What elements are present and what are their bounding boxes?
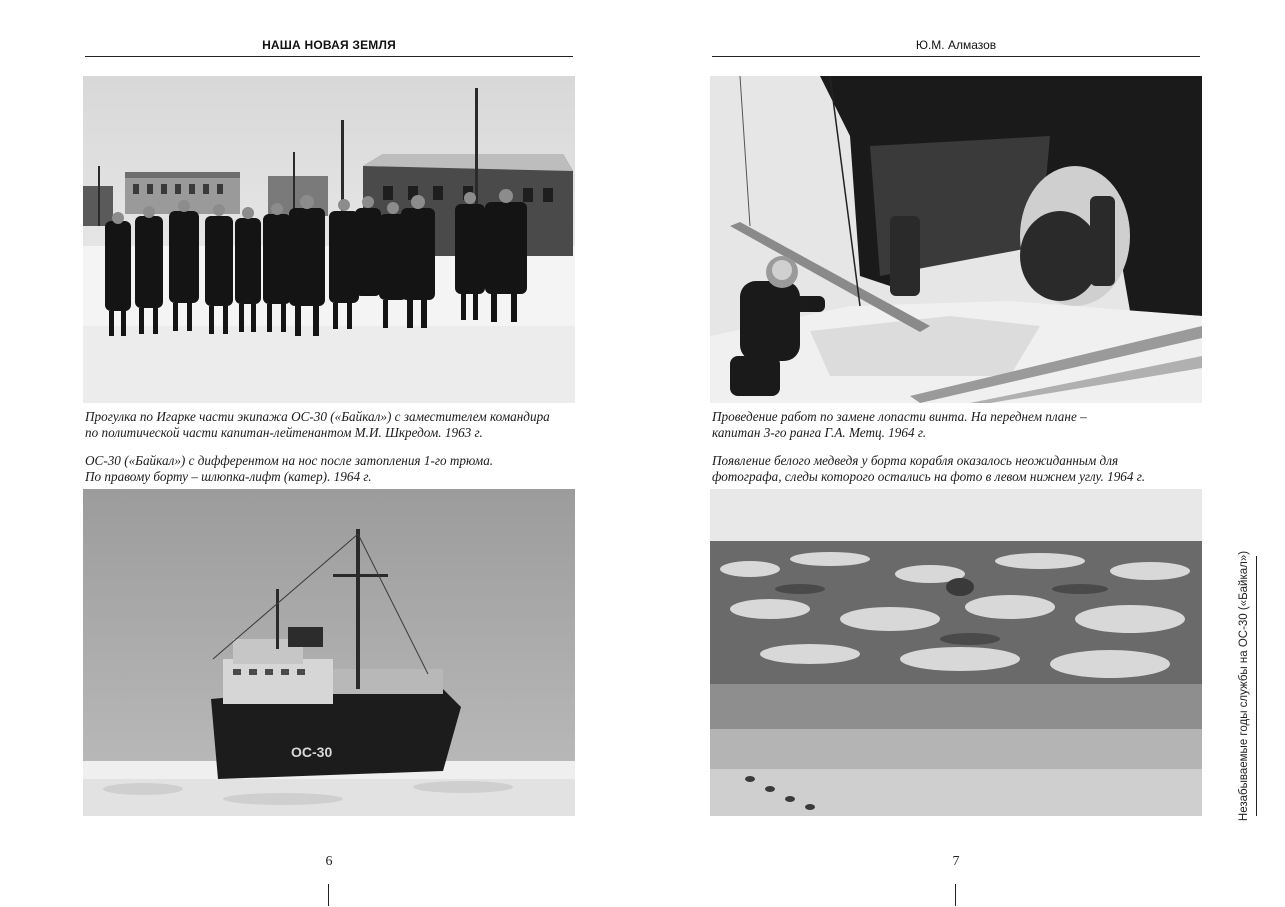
- photo-ice-field-bear: [710, 489, 1202, 816]
- caption-polar-bear: [712, 453, 1145, 485]
- caption-crew-igarka: [85, 409, 550, 441]
- caption-propeller-repair: [712, 409, 1087, 441]
- caption-line: фотографа, следы которого остались на фото в левом нижнем углу. 1964 г.: [712, 469, 1146, 484]
- caption-line: ОС-30 («Байкал») с дифферентом на нос после затопления 1-го трюма.: [85, 453, 494, 468]
- caption-line: Прогулка по Игарке части экипажа ОС-30 («Байкал») с заместителем командира: [85, 409, 550, 424]
- right-page: [642, 0, 1285, 907]
- left-page: [0, 0, 642, 907]
- caption-line: По правому борту – шлюпка-лифт (катер). 1964 г.: [85, 469, 372, 484]
- page-tick-left: [328, 884, 329, 906]
- photo-propeller-repair: [710, 76, 1202, 403]
- section-side-tab-label: Незабываемые годы службы на ОС-30 («Байкал»): [1238, 550, 1250, 822]
- photo-ship-in-ice: [83, 489, 575, 816]
- hull-marking: ОС-30: [291, 744, 333, 760]
- caption-ship-trim: [85, 453, 493, 485]
- caption-line: Проведение работ по замене лопасти винта. На переднем плане –: [712, 409, 1087, 424]
- header-rule-left: [85, 56, 573, 57]
- caption-line: Появление белого медведя у борта корабля оказалось неожиданным для: [712, 453, 1119, 468]
- caption-line: по политической части капитан-лейтенантом М.И. Шкредом. 1963 г.: [85, 425, 483, 440]
- running-head-right: Ю.М. Алмазов: [915, 38, 997, 52]
- page-tick-right: [955, 884, 956, 906]
- running-head-left: НАША НОВАЯ ЗЕМЛЯ: [262, 38, 396, 52]
- caption-line: капитан 3-го ранга Г.А. Метц. 1964 г.: [712, 425, 927, 440]
- header-rule-right: [712, 56, 1200, 57]
- section-side-tab: [1232, 550, 1257, 822]
- page-number-right: 7: [952, 854, 960, 869]
- page-number-left: 6: [325, 854, 333, 869]
- photo-crew-igarka: [83, 76, 575, 403]
